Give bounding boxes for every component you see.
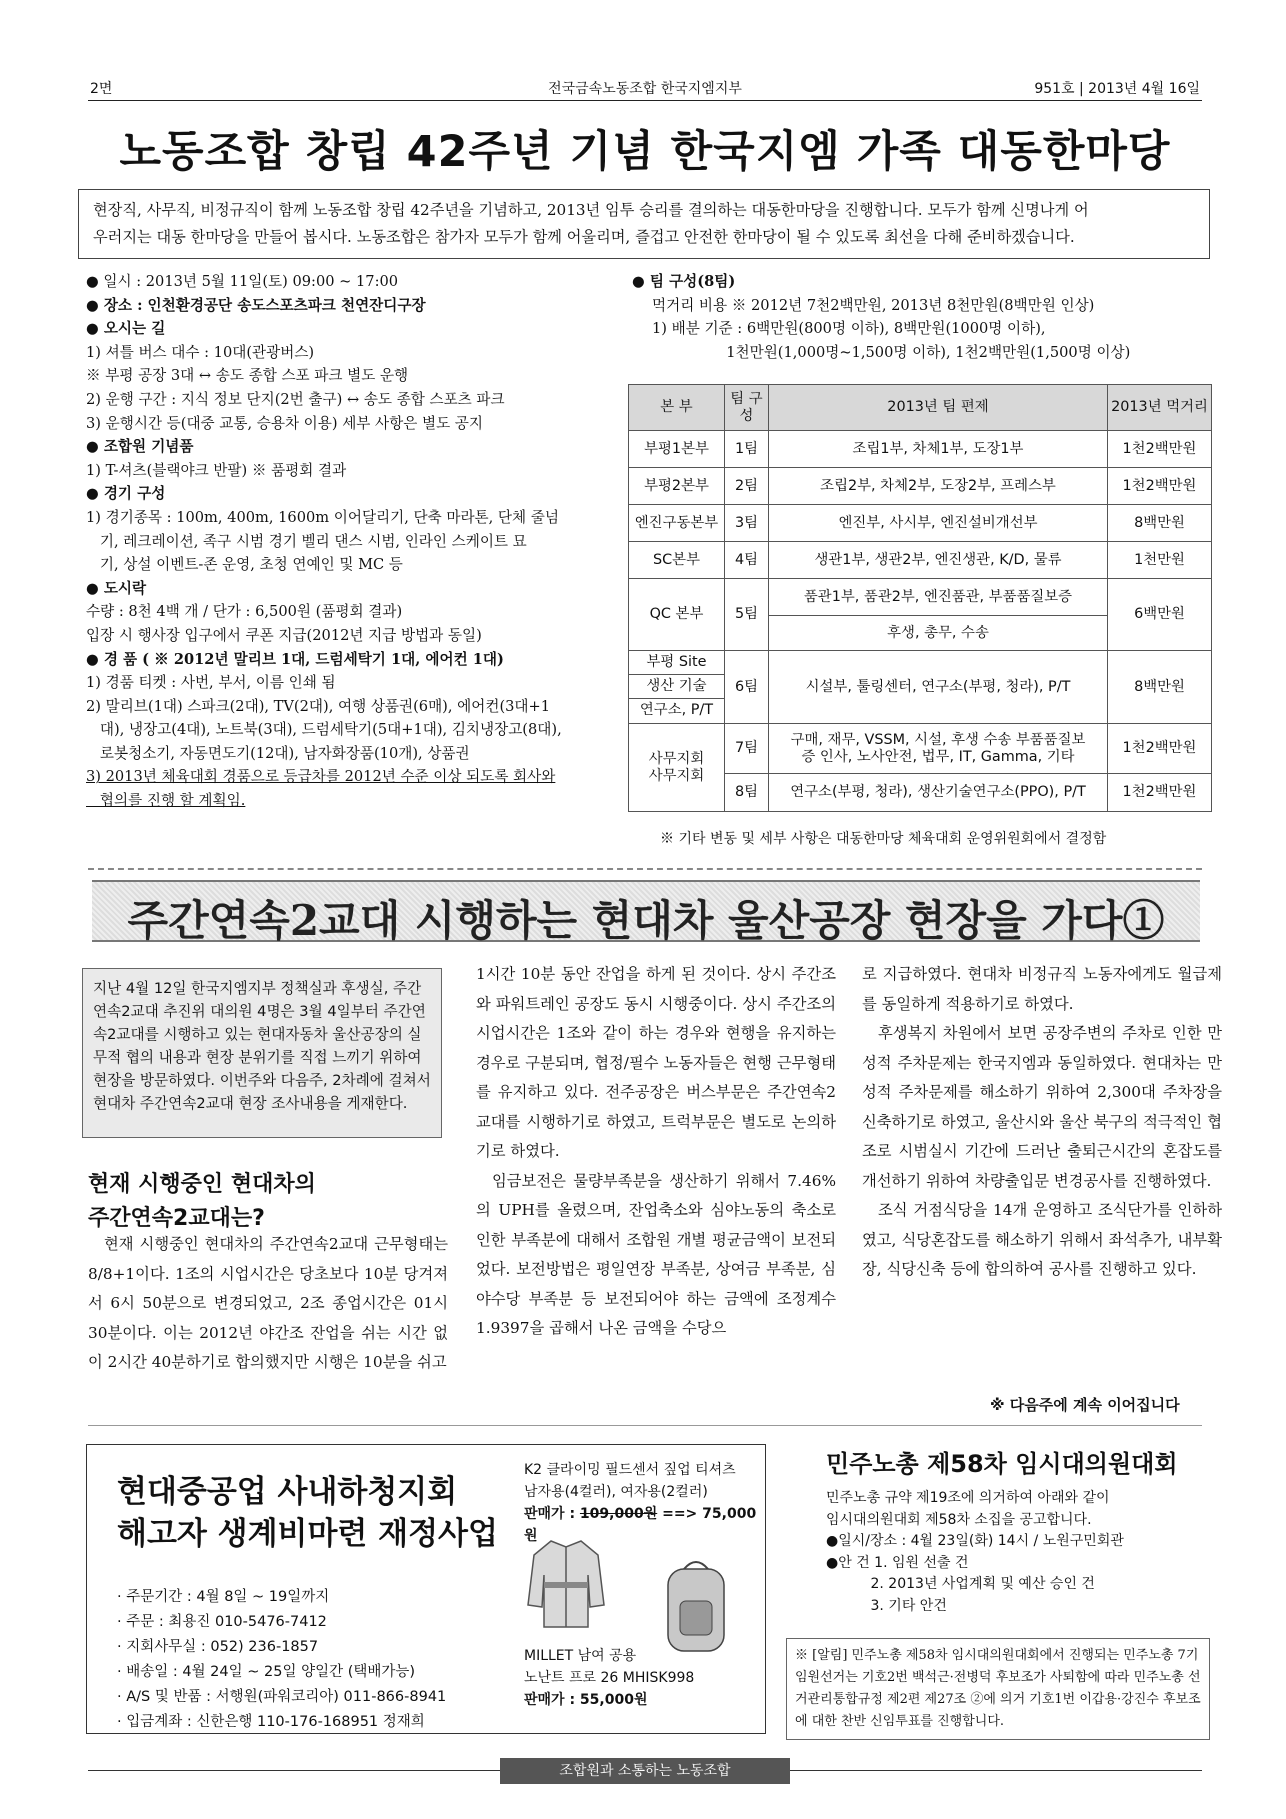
header-rule	[88, 100, 1202, 101]
cell: 1천2백만원	[1108, 724, 1212, 774]
article-column-3	[862, 960, 1222, 1285]
cell: 8백만원	[1108, 651, 1212, 724]
backpack-icon	[656, 1555, 736, 1655]
detail-line: 기, 레크레이션, 족구 시범 경기 벨리 댄스 시범, 인라인 스케이트 묘	[86, 532, 527, 550]
intro-line: 현장직, 사무직, 비정규직이 함께 노동조합 창립 42주년을 기념하고, 2013년 임투 승리를 결의하는 대동한마당을 진행합니다. 모두가 함께 신명나게 어	[93, 201, 1089, 219]
cell: 조립1부, 차체1부, 도장1부	[769, 431, 1108, 468]
detail-line: 1) T-셔츠(블랙야크 반팔) ※ 품평회 결과	[86, 461, 347, 479]
ad-details	[117, 1585, 446, 1735]
product-price: 판매가 : 55,000원	[524, 1692, 648, 1708]
page-title: 노동조합 창립 42주년 기념 한국지엠 가족 대동한마당	[119, 127, 1171, 177]
section-divider	[88, 868, 1202, 870]
cell: 후생, 총무, 수송	[769, 616, 1108, 651]
detail-line: 협의를 진행 할 계획임.	[86, 792, 246, 810]
col-header: 2013년 팀 편제	[769, 385, 1108, 431]
product-line: 남자용(4컬러), 여자용(2컬러)	[524, 1484, 708, 1500]
table-row	[629, 505, 1212, 542]
cell: 엔진부, 사시부, 엔진설비개선부	[769, 505, 1108, 542]
detail-line: 수량 : 8천 4백 개 / 단가 : 6,500원 (품평회 결과)	[86, 603, 403, 621]
detail-line: 로봇청소기, 자동면도기(12대), 남자화장품(10개), 상품권	[86, 744, 470, 762]
ad-detail-line: · 주문기간 : 4월 8일 ~ 19일까지	[117, 1589, 330, 1605]
team-line: 1) 배분 기준 : 6백만원(800명 이하), 8백만원(1000명 이하),	[652, 320, 1046, 338]
team-line: 먹거리 비용 ※ 2012년 7천2백만원, 2013년 8천만원(8백만원 인상)	[652, 296, 1095, 314]
cell: 7팀	[725, 724, 769, 774]
detail-line: ● 조합원 기념품	[86, 438, 194, 456]
detail-line: 1) 셔틀 버스 대수 : 10대(관광버스)	[86, 343, 315, 361]
footer-slogan: 조합원과 소통하는 노동조합	[500, 1758, 790, 1784]
product-line: K2 클라이밍 필드센서 짚업 티셔츠	[524, 1462, 736, 1478]
cell: 1천만원	[1108, 542, 1212, 579]
ad-detail-line: · 배송일 : 4월 24일 ~ 25일 양일간 (택배가능)	[117, 1664, 416, 1680]
table-row	[629, 651, 1212, 724]
cell-line: 연구소, P/T	[639, 702, 714, 718]
table-note: ※ 기타 변동 및 세부 사항은 대동한마당 체육대회 운영위원회에서 결정함	[660, 831, 1107, 847]
paragraph: 1시간 10분 동안 잔업을 하게 된 것이다. 상시 주간조와 파워트레인 공장도 동시 시행중이다. 상시 주간조의 시업시간은 1조와 같이 하는 경우와 현행을 유지하는 경우로 구분되며, 협정/필수 노동자들은 현행 근무형태를 유지하고 있다. 전주공장은 버스부문은 주간연속2교대를 시행하기로 하였고, 트럭부문은 별도로 논의하기로 하였다.	[476, 965, 836, 1160]
table-row	[629, 579, 1212, 616]
subheading-line: 주간연속2교대는?	[88, 1206, 265, 1231]
cell: 조립2부, 차체2부, 도장2부, 프레스부	[769, 468, 1108, 505]
notice-details	[826, 1488, 1124, 1617]
table-row	[629, 542, 1212, 579]
page-number: 2면	[90, 81, 113, 97]
ad-detail-line: · A/S 및 반품 : 서행원(파워코리아) 011-866-8941	[117, 1689, 447, 1705]
org-name: 전국금속노동조합 한국지엠지부	[548, 81, 742, 97]
cell: 시설부, 툴링센터, 연구소(부평, 청라), P/T	[769, 651, 1108, 724]
article-title: 주간연속2교대 시행하는 현대차 울산공장 현장을 가다①	[127, 896, 1165, 945]
intro-line: 우러지는 대동 한마당을 만들어 봅시다. 노동조합은 참가자 모두가 함께 어울리며, 즐겁고 안전한 한마당이 될 수 있도록 최선을 다해 준비하겠습니다.	[93, 228, 1075, 246]
cell: 6백만원	[1108, 579, 1212, 651]
col-header: 2013년 먹거리	[1108, 385, 1212, 431]
notice-line: 2. 2013년 사업계획 및 예산 승인 건	[826, 1576, 1095, 1592]
ad-heading-line: 해고자 생계비마련 재정사업	[117, 1516, 498, 1552]
cell	[769, 724, 1108, 774]
detail-line: ● 도시락	[86, 579, 147, 597]
old-price: 109,000원	[579, 1506, 658, 1522]
ad-detail-line: · 입금계좌 : 신한은행 110-176-168951 정재희	[117, 1714, 425, 1730]
cell: 1천2백만원	[1108, 468, 1212, 505]
cell-line: 생산 기술	[629, 675, 724, 699]
notice-line: 3. 기타 안건	[826, 1597, 947, 1614]
notice-line: 임시대의원대회 제58차 소집을 공고합니다.	[826, 1511, 1092, 1528]
cell-line: 증 인사, 노사안전, 법무, IT, Gamma, 기타	[801, 748, 1075, 765]
detail-line: 입장 시 행사장 입구에서 쿠폰 지급(2012년 지급 방법과 동일)	[86, 626, 482, 644]
cell-line: 사무지회	[648, 767, 705, 784]
cell: 6팀	[725, 651, 769, 724]
issue-date: 951호 | 2013년 4월 16일	[1034, 81, 1200, 97]
notice-line: 민주노총 규약 제19조에 의거하여 아래와 같이	[826, 1490, 1110, 1506]
product-price: 판매가 : 109,000원 ==> 75,000원	[524, 1506, 757, 1544]
cell-line: 부평 Site	[629, 651, 724, 675]
page-header	[90, 78, 1200, 98]
cell-line: 사무지회	[648, 750, 705, 767]
paragraph: 조식 거점식당을 14개 운영하고 조식단가를 인하하였고, 식당혼잡도를 해소하기 위해서 좌석추가, 내부확장, 식당신축 등에 합의하여 공사를 진행하고 있다.	[862, 1201, 1222, 1278]
cell: 1팀	[725, 431, 769, 468]
detail-line: ● 경 품 ( ※ 2012년 말리브 1대, 드럼세탁기 1대, 에어컨 1대)	[86, 650, 504, 668]
cell: 1천2백만원	[1108, 431, 1212, 468]
col-header: 팀 구성	[725, 385, 769, 431]
table-row	[629, 468, 1212, 505]
product-1	[524, 1459, 765, 1547]
article-column-1	[88, 1230, 448, 1378]
cell: 8백만원	[1108, 505, 1212, 542]
product-2	[524, 1645, 694, 1711]
cell: SC본부	[629, 542, 725, 579]
team-line: 1천만원(1,000명~1,500명 이하), 1천2백만원(1,500명 이상)	[652, 343, 1131, 361]
cell-line: 구매, 재무, VSSM, 시설, 후생 수송 부품품질보	[790, 731, 1086, 748]
table-header-row	[629, 385, 1212, 431]
article-banner	[92, 880, 1200, 945]
paragraph: 후생복지 차원에서 보면 공장주변의 주차로 인한 만성적 주차문제는 한국지엠과 동일하였다. 현대차는 만성적 주차문제를 해소하기 위하여 2,300대 주차장을 신축하기로 하였고, 울산시와 울산 북구의 적극적인 협조로 시범실시 기간에 드러난 출퇴근시간의 혼잡도를 개선하기 위하여 차량출입문 변경공사를 진행하였다.	[862, 1024, 1222, 1190]
cell: 4팀	[725, 542, 769, 579]
cell: 품관1부, 품관2부, 엔진품관, 부품품질보증	[769, 579, 1108, 616]
cell: 5팀	[725, 579, 769, 651]
cell: 3팀	[725, 505, 769, 542]
continued-note: ※ 다음주에 계속 이어집니다	[990, 1396, 1180, 1414]
cell: 8팀	[725, 774, 769, 812]
cell	[629, 724, 725, 812]
paragraph: 현재 시행중인 현대차의 주간연속2교대 근무형태는 8/8+1이다. 1조의 시업시간은 당초보다 10분 당겨져서 6시 50분으로 변경되었고, 2조 종업시간은 01시 30분이다. 이는 2012년 야간조 잔업을 쉬는 시간 없이 2시간 40분하기로 합의했지만 시행은 10분을 쉬고	[88, 1235, 448, 1371]
table-row	[629, 431, 1212, 468]
table-row	[629, 724, 1212, 774]
detail-line: 3) 운행시간 등(대중 교통, 승용차 이용) 세부 사항은 별도 공지	[86, 414, 484, 432]
notice-convention	[786, 1440, 1210, 1740]
team-heading: ● 팀 구성(8팀)	[632, 273, 736, 290]
cell: QC 본부	[629, 579, 725, 651]
ad-products	[506, 1444, 766, 1734]
detail-line: ● 일시 : 2013년 5월 11일(토) 09:00 ~ 17:00	[86, 273, 399, 290]
cell: 부평1본부	[629, 431, 725, 468]
detail-line: 2) 말리브(1대) 스파크(2대), TV(2대), 여행 상품권(6매), 에어컨(3대+1	[86, 697, 551, 715]
notice-line: ●일시/장소 : 4월 23일(화) 14시 / 노원구민회관	[826, 1533, 1124, 1549]
detail-line: 1) 경기종목 : 100m, 400m, 1600m 이어달리기, 단축 마라톤, 단체 줄넘	[86, 508, 559, 526]
detail-line: 1) 경품 티켓 : 사번, 부서, 이름 인쇄 됨	[86, 674, 336, 692]
detail-line: ● 오시는 길	[86, 320, 166, 338]
lead-box: 지난 4월 12일 한국지엠지부 정책실과 후생실, 주간연속2교대 추진위 대의원 4명은 3월 4일부터 주간연속2교대를 시행하고 있는 현대자동차 울산공장의 실무적 협의 내용과 현장 분위기를 직접 느끼기 위하여 현장을 방문하였다. 이번주와 다음주, 2차례에 걸쳐서 현대차 주간연속2교대 현장 조사내용을 게재한다.	[82, 968, 442, 1138]
team-info	[632, 270, 1212, 364]
detail-line: 대), 냉장고(4대), 노트북(3대), 드럼세탁기(5대+1대), 김치냉장고(8대),	[86, 721, 562, 739]
ad-detail-line: · 지회사무실 : 052) 236-1857	[117, 1639, 319, 1655]
detail-line: 2) 운행 구간 : 지식 정보 단지(2번 출구) ↔ 송도 종합 스포츠 파크	[86, 390, 505, 408]
detail-line: ● 경기 구성	[86, 485, 166, 503]
cell: 연구소(부평, 청라), 생산기술연구소(PPO), P/T	[769, 774, 1108, 812]
article-column-2	[476, 960, 836, 1344]
ad-heading	[117, 1471, 498, 1555]
section-rule	[88, 1425, 1202, 1426]
subheading-line: 현재 시행중인 현대차의	[88, 1172, 316, 1197]
event-details	[86, 270, 626, 813]
ad-fundraising	[86, 1444, 506, 1734]
ad-heading-line: 현대중공업 사내하청지회	[117, 1474, 458, 1510]
detail-line: 기, 상설 이벤트-존 운영, 초청 연예인 및 MC 등	[86, 556, 403, 574]
product-line: 노난트 프로 26 MHISK998	[524, 1670, 695, 1686]
col-header: 본 부	[629, 385, 725, 431]
notice-heading: 민주노총 제58차 임시대의원대회	[826, 1450, 1178, 1478]
cell: 생관1부, 생관2부, 엔진생관, K/D, 물류	[769, 542, 1108, 579]
paragraph: 로 지급하였다. 현대차 비정규직 노동자에게도 월급제를 동일하게 적용하기로 하였다.	[862, 965, 1222, 1013]
cell: 엔진구동본부	[629, 505, 725, 542]
notice-note: ※ [알림] 민주노총 제58차 임시대의원대회에서 진행되는 민주노총 7기 임원선거는 기호2번 백석근·전병덕 후보조가 사퇴함에 따라 민주노총 선거관리통합규정 제2편 제27조 ②에 의거 기호1번 이갑용·강진수 후보조에 대한 찬반 신임투표를 진행합니다.	[786, 1638, 1210, 1740]
detail-line: 3) 2013년 체육대회 경품으로 등급차를 2012년 수준 이상 되도록 회사와	[86, 768, 556, 786]
jacket-icon	[526, 1535, 606, 1631]
product-line: MILLET 남여 공용	[524, 1648, 637, 1664]
cell: 2팀	[725, 468, 769, 505]
intro-box	[78, 189, 1210, 259]
detail-line: ● 장소 : 인천환경공단 송도스포츠파크 천연잔디구장	[86, 296, 426, 314]
cell	[629, 651, 725, 724]
detail-line: ※ 부평 공장 3대 ↔ 송도 종합 스포 파크 별도 운행	[86, 367, 409, 385]
team-table	[628, 384, 1212, 812]
cell: 1천2백만원	[1108, 774, 1212, 812]
subheading	[88, 1168, 316, 1236]
notice-line: ●안 건 1. 임원 선출 건	[826, 1554, 969, 1571]
cell: 부평2본부	[629, 468, 725, 505]
paragraph: 임금보전은 물량부족분을 생산하기 위해서 7.46%의 UPH를 올렸으며, 잔업축소와 심야노동의 축소로 인한 부족분에 대해서 조합원 개별 평균금액이 보전되었다. 보전방법은 평일연장 부족분, 상여금 부족분, 심야수당 부족분 등 보전되어야 하는 금액에 조정계수 1.9397을 곱해서 나온 금액을 수당으	[476, 1171, 836, 1337]
ad-detail-line: · 주문 : 최용진 010-5476-7412	[117, 1614, 327, 1630]
